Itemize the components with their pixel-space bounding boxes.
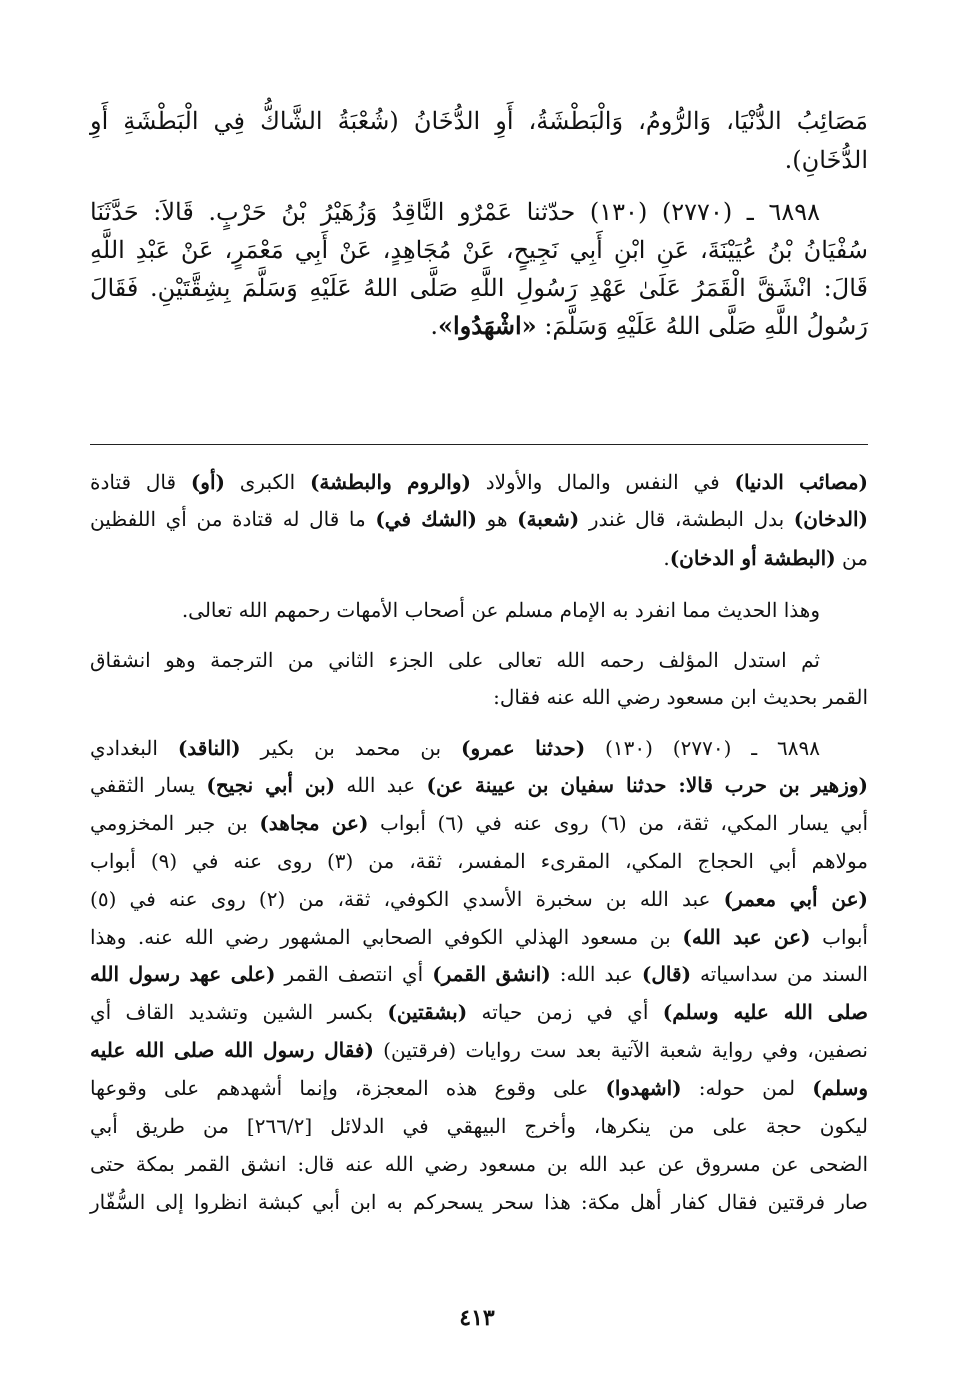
commentary-line bbox=[90, 918, 868, 956]
bold-quote: «اشْهَدُوا» bbox=[437, 311, 537, 340]
text-segment: يسار الثقفي bbox=[90, 773, 207, 797]
text-segment: بن مسعود الهذلي الكوفي الصحابي المشهور رضي الله عنه. وهذا bbox=[90, 925, 683, 949]
bold-quote: (البطشة أو الدخان) bbox=[669, 546, 836, 570]
commentary-line bbox=[90, 1145, 868, 1183]
commentary-line bbox=[90, 1183, 868, 1221]
text-segment: ٦٨٩٨ ـ (٢٧٧٠) (١٣٠) حدّثنا عَمْرٌو النَّاقِدُ وَزُهَيْرُ بْنُ حَرْبٍ. قَالاَ: حَدَّثَنَا bbox=[90, 198, 820, 226]
footnote-divider bbox=[90, 444, 868, 445]
bold-quote: (عن عبد الله) bbox=[682, 925, 811, 949]
commentary-line bbox=[90, 500, 868, 538]
text-segment: . bbox=[663, 546, 670, 570]
bold-quote: (على عهد رسول الله bbox=[90, 962, 276, 986]
text-segment: القمر بحديث ابن مسعود رضي الله عنه فقال: bbox=[493, 685, 868, 709]
text-segment: ٦٨٩٨ ـ (٢٧٧٠) (١٣٠) bbox=[585, 736, 820, 760]
bold-quote: وسلم) bbox=[812, 1076, 868, 1100]
commentary-line bbox=[90, 804, 868, 842]
bold-quote: (فقال رسول الله صلى الله عليه bbox=[90, 1038, 374, 1062]
commentary-line bbox=[90, 1107, 868, 1145]
commentary-line bbox=[90, 766, 868, 804]
commentary-line bbox=[90, 463, 868, 501]
text-segment: مولاهم أبي الحجاج المكي، المقرىء المفسر، ثقة، من (٣) روى عنه في (٩) أبواب bbox=[90, 849, 868, 873]
text-segment: بن جبر المخزومي bbox=[90, 811, 260, 835]
bold-quote: (شعبة) bbox=[517, 507, 580, 531]
text-segment: الضحى عن مسروق عن عبد الله بن مسعود رضي الله عنه قال: انشق القمر بمكة حتى bbox=[90, 1152, 868, 1176]
text-segment: عبد الله bbox=[335, 773, 427, 797]
bold-quote: (أو) bbox=[190, 470, 225, 494]
text-segment: عبد الله: bbox=[550, 962, 642, 986]
commentary-line bbox=[90, 880, 868, 918]
text-segment: بن محمد بن بكير bbox=[240, 736, 461, 760]
main_text-line bbox=[90, 231, 868, 269]
text-segment: قَالَ: انْشَقَّ الْقَمَرُ عَلَىٰ عَهْدِ رَسُولِ اللَّهِ صَلَّى اللهُ عَلَيْهِ وَسَلَّمَ بِشِقَّتَيْنِ. فَقَالَ bbox=[90, 274, 868, 302]
bold-quote: (الشك في) bbox=[375, 507, 478, 531]
text-segment: . bbox=[430, 312, 438, 340]
commentary-line bbox=[90, 729, 868, 767]
text-segment: أي في زمن حياته bbox=[467, 1000, 663, 1024]
text-segment: البغدادي bbox=[90, 736, 178, 760]
text-segment: أبواب bbox=[810, 925, 868, 949]
bold-quote: (وزهير بن حرب قالا: حدثنا سفيان بن عيينة عن) bbox=[426, 773, 869, 797]
commentary-line bbox=[90, 678, 868, 716]
text-segment: سُفْيَانُ بْنُ عُيَيْنَةَ، عَنِ ابْنِ أَبِي نَجِيحٍ، عَنْ مُجَاهِدٍ، عَنْ أَبِي مَعْمَرٍ، عَنْ عَبْدِ اللَّهِ bbox=[90, 236, 868, 264]
page-number: ٤١٣ bbox=[459, 1305, 495, 1331]
bold-quote: (الناقد) bbox=[177, 736, 241, 760]
bold-quote: (حدثنا عمرو) bbox=[461, 736, 586, 760]
text-segment: ليكون حجة على من ينكرها، وأخرج البيهقي في الدلائل [٢٦٦/٢] من طريق أبي bbox=[90, 1114, 868, 1138]
text-segment: بكسر الشين وتشديد القاف أي bbox=[90, 1000, 388, 1024]
text-segment: في النفس والمال والأولاد bbox=[470, 470, 735, 494]
commentary-line bbox=[90, 1069, 868, 1107]
bold-quote: (الدخان) bbox=[793, 507, 868, 531]
commentary-line bbox=[90, 842, 868, 880]
commentary-line bbox=[90, 955, 868, 993]
text-segment: لمن حوله: bbox=[681, 1076, 813, 1100]
main_text-line bbox=[90, 102, 868, 140]
main_text-line bbox=[90, 141, 868, 179]
bold-quote: (مصائب الدنيا) bbox=[734, 470, 868, 494]
main_text-line bbox=[90, 307, 868, 345]
bold-quote: (اشهدوا) bbox=[605, 1076, 682, 1100]
text-segment: الدُّخَانِ). bbox=[784, 146, 868, 174]
commentary-line bbox=[90, 539, 868, 577]
bold-quote: (قال) bbox=[641, 962, 692, 986]
main_text-line bbox=[90, 269, 868, 307]
commentary-line bbox=[90, 1031, 868, 1069]
commentary-line bbox=[90, 993, 868, 1031]
text-segment: صار فرقتين فقال كفار أهل مكة: هذا سحر يسحركم به ابن أبي كبشة انظروا إلى السُّفّار bbox=[90, 1190, 868, 1214]
text-segment: الكبرى bbox=[224, 470, 310, 494]
bold-quote: صلى الله عليه وسلم) bbox=[662, 1000, 869, 1024]
text-segment: السند من سداسياته bbox=[691, 962, 868, 986]
text-segment: أبي يسار المكي، ثقة، من (٦) روى عنه في (٦) أبواب bbox=[368, 811, 869, 835]
text-segment: أي انتصف القمر bbox=[275, 962, 433, 986]
bold-quote: (عن مجاهد) bbox=[259, 811, 369, 835]
text-segment: ثم استدل المؤلف رحمه الله تعالى على الجزء الثاني من الترجمة وهو انشقاق bbox=[90, 648, 820, 672]
text-segment: عبد الله بن سخبرة الأسدي الكوفي، ثقة، من (٢) روى عنه في (٥) bbox=[90, 887, 724, 911]
text-segment: بدل البطشة، قال غندر bbox=[579, 507, 794, 531]
main_text-line bbox=[90, 193, 868, 231]
commentary-line bbox=[90, 641, 868, 679]
text-segment: على وقوع هذه المعجزة، وإنما أشهدهم على وقوعها bbox=[90, 1076, 606, 1100]
bold-quote: (والروم والبطشة) bbox=[309, 470, 471, 494]
commentary-line bbox=[90, 591, 868, 629]
text-segment: قال قتادة bbox=[90, 470, 191, 494]
text-segment: نصفين، وفي رواية شعبة الآتية بعد ست روايات (فرقتين) bbox=[373, 1038, 868, 1062]
bold-quote: (انشق القمر) bbox=[432, 962, 551, 986]
text-segment: من bbox=[835, 546, 868, 570]
text-segment: رَسُولُ اللَّهِ صَلَّى اللهُ عَلَيْهِ وَسَلَّمَ: bbox=[536, 312, 868, 340]
text-segment: وهذا الحديث مما انفرد به الإمام مسلم عن أصحاب الأمهات رحمهم الله تعالى. bbox=[181, 598, 820, 622]
bold-quote: (بن أبي نجيح) bbox=[206, 773, 336, 797]
bold-quote: (بشقتين) bbox=[387, 1000, 468, 1024]
text-segment: مَصَائِبُ الدُّنْيَا، وَالرُّومُ، وَالْبَطْشَةُ، أَوِ الدُّخَانُ (شُعْبَةُ الشَّاكُّ فِي الْبَطْشَةِ أَوِ bbox=[90, 107, 868, 135]
text-segment: هو bbox=[477, 507, 518, 531]
bold-quote: (عن أبي معمر) bbox=[723, 887, 869, 911]
text-segment: ما قال له قتادة من أي اللفظين bbox=[90, 507, 376, 531]
